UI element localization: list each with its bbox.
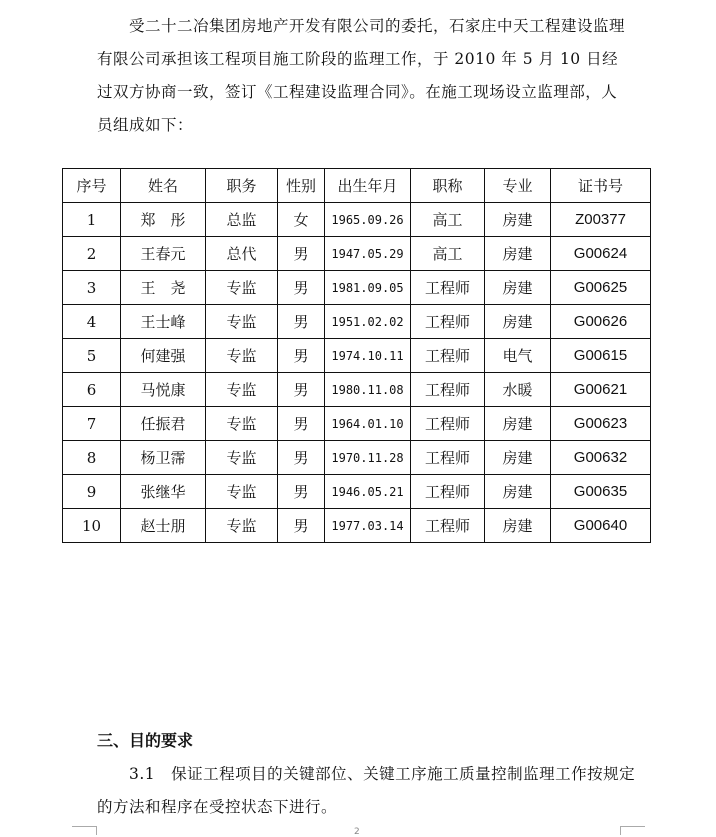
cell-gender: 男 <box>278 339 325 373</box>
cell-name: 杨卫霈 <box>121 441 206 475</box>
cell-seq: 5 <box>63 339 121 373</box>
cell-title: 工程师 <box>411 475 485 509</box>
table-row <box>63 305 651 339</box>
cell-seq: 10 <box>63 509 121 543</box>
cell-certificate: G00621 <box>551 373 651 407</box>
cell-position: 专监 <box>206 441 278 475</box>
cell-title: 工程师 <box>411 305 485 339</box>
clause-paragraph: 3.1 保证工程项目的关键部位、关键工序施工质量控制监理工作按规定的方法和程序在受控状态下进行。 <box>97 765 636 816</box>
table-row <box>63 441 651 475</box>
cell-birth-date: 1974.10.11 <box>325 339 411 373</box>
cell-specialty: 房建 <box>485 305 551 339</box>
cell-position: 专监 <box>206 509 278 543</box>
table-row <box>63 339 651 373</box>
cell-gender: 女 <box>278 203 325 237</box>
cell-specialty: 房建 <box>485 203 551 237</box>
cell-seq: 6 <box>63 373 121 407</box>
cell-birth-date: 1977.03.14 <box>325 509 411 543</box>
cell-title: 工程师 <box>411 271 485 305</box>
cell-certificate: G00625 <box>551 271 651 305</box>
header-title: 职称 <box>411 169 485 203</box>
cell-birth-date: 1970.11.28 <box>325 441 411 475</box>
cell-seq: 4 <box>63 305 121 339</box>
cell-position: 总监 <box>206 203 278 237</box>
table-row <box>63 475 651 509</box>
cell-specialty: 房建 <box>485 271 551 305</box>
staff-table <box>62 168 651 543</box>
cell-birth-date: 1981.09.05 <box>325 271 411 305</box>
cell-birth-date: 1947.05.29 <box>325 237 411 271</box>
header-certificate: 证书号 <box>551 169 651 203</box>
cell-position: 专监 <box>206 339 278 373</box>
table-header-row <box>63 169 651 203</box>
cell-certificate: G00624 <box>551 237 651 271</box>
table-row <box>63 509 651 543</box>
page-number: 2 <box>354 827 360 837</box>
cell-gender: 男 <box>278 373 325 407</box>
cell-birth-date: 1980.11.08 <box>325 373 411 407</box>
cell-specialty: 房建 <box>485 441 551 475</box>
cell-gender: 男 <box>278 475 325 509</box>
cell-gender: 男 <box>278 509 325 543</box>
table-row <box>63 407 651 441</box>
cell-name: 张继华 <box>121 475 206 509</box>
cell-name: 王士峰 <box>121 305 206 339</box>
header-birth-date: 出生年月 <box>325 169 411 203</box>
header-specialty: 专业 <box>485 169 551 203</box>
cell-name: 任振君 <box>121 407 206 441</box>
cell-name: 王春元 <box>121 237 206 271</box>
cell-name: 何建强 <box>121 339 206 373</box>
cell-position: 总代 <box>206 237 278 271</box>
cell-certificate: G00635 <box>551 475 651 509</box>
cell-specialty: 水暖 <box>485 373 551 407</box>
cell-position: 专监 <box>206 305 278 339</box>
cell-seq: 3 <box>63 271 121 305</box>
cell-gender: 男 <box>278 441 325 475</box>
cell-title: 高工 <box>411 203 485 237</box>
cell-title: 高工 <box>411 237 485 271</box>
cell-certificate: G00623 <box>551 407 651 441</box>
cell-seq: 8 <box>63 441 121 475</box>
cell-specialty: 房建 <box>485 509 551 543</box>
cell-certificate: G00626 <box>551 305 651 339</box>
cell-certificate: G00640 <box>551 509 651 543</box>
cell-certificate: Z00377 <box>551 203 651 237</box>
cell-gender: 男 <box>278 305 325 339</box>
cell-birth-date: 1964.01.10 <box>325 407 411 441</box>
cell-title: 工程师 <box>411 373 485 407</box>
cell-certificate: G00632 <box>551 441 651 475</box>
cell-seq: 2 <box>63 237 121 271</box>
cell-gender: 男 <box>278 237 325 271</box>
cell-name: 郑 彤 <box>121 203 206 237</box>
cell-specialty: 房建 <box>485 237 551 271</box>
table-row <box>63 373 651 407</box>
intro-paragraph: 受二十二冶集团房地产开发有限公司的委托，石家庄中天工程建设监理有限公司承担该工程项目施工阶段的监理工作，于 2010 年 5 月 10 日经过双方协商一致，签订《工程建设监理合同》。在施工现场设立监理部，人员组成如下： <box>97 17 626 134</box>
table-row <box>63 237 651 271</box>
header-gender: 性别 <box>278 169 325 203</box>
table-row <box>63 271 651 305</box>
cell-gender: 男 <box>278 271 325 305</box>
cell-title: 工程师 <box>411 339 485 373</box>
cell-position: 专监 <box>206 407 278 441</box>
cell-seq: 1 <box>63 203 121 237</box>
cell-seq: 9 <box>63 475 121 509</box>
cell-title: 工程师 <box>411 509 485 543</box>
cell-title: 工程师 <box>411 441 485 475</box>
cell-position: 专监 <box>206 271 278 305</box>
header-name: 姓名 <box>121 169 206 203</box>
header-seq: 序号 <box>63 169 121 203</box>
header-position: 职务 <box>206 169 278 203</box>
cell-specialty: 电气 <box>485 339 551 373</box>
cell-position: 专监 <box>206 475 278 509</box>
cell-specialty: 房建 <box>485 475 551 509</box>
cell-seq: 7 <box>63 407 121 441</box>
cell-specialty: 房建 <box>485 407 551 441</box>
cell-position: 专监 <box>206 373 278 407</box>
cell-gender: 男 <box>278 407 325 441</box>
section-heading: 三、目的要求 <box>97 731 194 750</box>
table-row <box>63 203 651 237</box>
cell-birth-date: 1951.02.02 <box>325 305 411 339</box>
cell-name: 赵士朋 <box>121 509 206 543</box>
cell-certificate: G00615 <box>551 339 651 373</box>
cell-birth-date: 1965.09.26 <box>325 203 411 237</box>
cell-name: 马悦康 <box>121 373 206 407</box>
cell-birth-date: 1946.05.21 <box>325 475 411 509</box>
cell-name: 王 尧 <box>121 271 206 305</box>
cell-title: 工程师 <box>411 407 485 441</box>
